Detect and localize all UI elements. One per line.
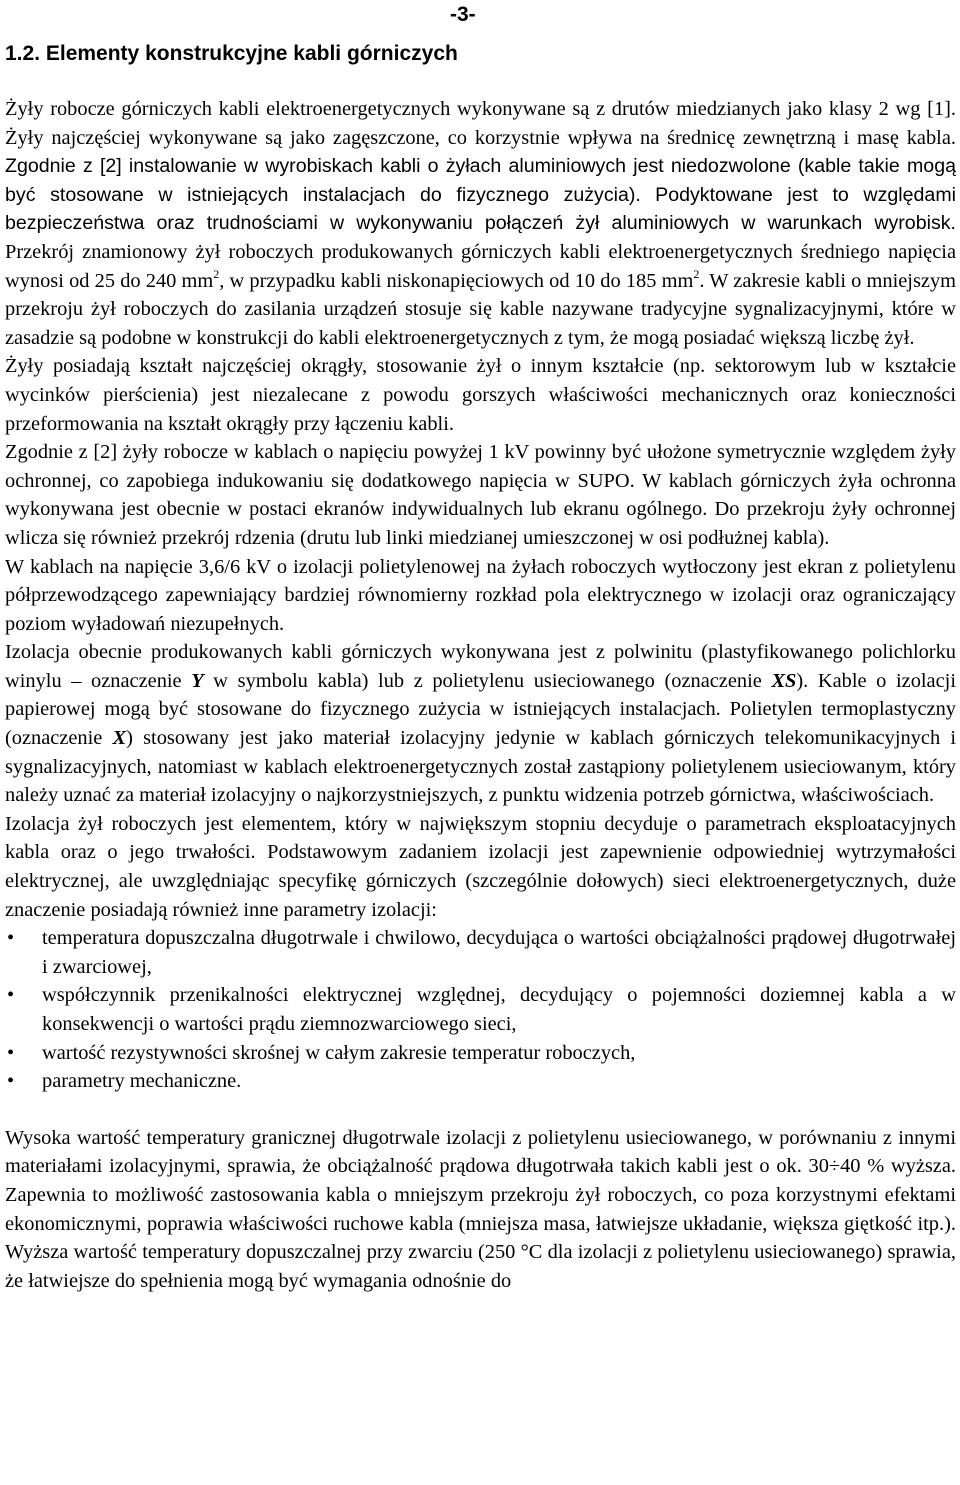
list-item-text: współczynnik przenikalności elektrycznej względnej, decydujący o pojemności doziemnej kabla a w konsekwencji o wartości prądu ziemnozwarciowego sieci,	[42, 984, 956, 1035]
paragraph-conductors	[5, 95, 956, 352]
superscript-2: 2	[693, 266, 700, 281]
list-item	[5, 924, 956, 981]
p1-sentence-5: W zakresie kabli o mniejszym przekroju żył roboczych do zasilania urządzeń stosuje się kable nazywane tradycyjne sygnalizacyjnymi, które w zasadzie są podobne w konstrukcji do kabli elektroenergetycznych z tym, że mogą posiadać większą liczbę żył.	[5, 269, 957, 349]
paragraph-shape: Żyły posiadają kształt najczęściej okrągły, stosowanie żył o innym kształcie (np. sektorowym lub w kształcie wycinków pierścienia) jest niezalecane z powodu gorszych właściwości mechanicznych oraz konieczności przeformowania na kształt okrągły przy łączeniu kabli.	[5, 355, 956, 435]
p1-sentence-4a: Przekrój znamionowy żył roboczych produkowanych górniczych kabli elektroenergetycznych średniego napięcia wynosi od 25 do 240 mm	[5, 240, 956, 292]
parameters-list	[5, 924, 956, 1096]
bullet-icon: •	[7, 927, 15, 950]
p5-text-d: ) stosowany jest jako materiał izolacyjny jedynie w kablach górniczych telekomunikacyjnych i sygnalizacyjnych, natomiast w kablach elektroenergetycznych został zastąpiony polietylenem usieciowanym, który należy uznać za materiał izolacyjny o najkorzystniejszych, z punktu widzenia potrzeb górnictwa, właściwościach.	[5, 727, 956, 807]
list-item-text: wartość rezystywności skrośnej w całym zakresie temperatur roboczych,	[42, 1041, 636, 1064]
page-number: -3-	[450, 3, 476, 26]
paragraph-screen: W kablach na napięcie 3,6/6 kV o izolacji polietylenowej na żyłach roboczych wytłoczony jest ekran z polietylenu półprzewodzącego zapewniający bardziej równomierny rozkład pola elektrycznego w izolacji oraz ograniczający poziom wyładowań niezupełnych.	[5, 555, 956, 635]
superscript-2: 2	[213, 266, 220, 281]
paragraph-insulation-parameters: Izolacja żył roboczych jest elementem, który w największym stopniu decyduje o parametrach eksploatacyjnych kabla oraz o jego trwałości. Podstawowym zadaniem izolacji jest zapewnienie odpowiedniej wytrzymałości elektrycznej, ale uwzględniając specyfikę górniczych (szczególnie dołowych) sieci elektroenergetycznych, duże znaczenie posiadają również inne parametry izolacji:	[5, 812, 956, 921]
list-item	[5, 1039, 956, 1068]
section-heading: 1.2. Elementy konstrukcyjne kabli górniczych	[5, 42, 458, 65]
bullet-icon: •	[7, 1070, 15, 1093]
paragraph-protective-core: Zgodnie z [2] żyły robocze w kablach o napięciu powyżej 1 kV powinny być ułożone symetrycznie względem żyły ochronnej, co zapobiega indukowaniu się dodatkowego napięcia w SUPO. W kablach górniczych żyła ochronna wykonywana jest obecnie w postaci ekranów indywidualnych lub ekranu ogólnego. Do przekroju żyły ochronnej wlicza się również przekrój rdzenia (drutu lub linki miedzianej umieszczonej w osi podłużnej kabla).	[5, 441, 956, 549]
spacer	[5, 1096, 956, 1124]
p1-sentence-3: Podyktowane jest to względami bezpieczeństwa oraz trudnościami w wykonywaniu połączeń żył aluminiowych w warunkach wyrobisk.	[5, 183, 956, 235]
paragraph-temperature: Wysoka wartość temperatury granicznej długotrwale izolacji z polietylenu usieciowanego, w porównaniu z innymi materiałami izolacyjnymi, sprawia, że obciążalność prądowa długotrwała takich kabli jest o ok. 30÷40 % wyższa. Zapewnia to możliwość zastosowania kabla o mniejszym przekroju żył roboczych, co poza korzystnymi efektami ekonomicznymi, poprawia właściwości ruchowe kabla (mniejsza masa, łatwiejsze układanie, większa giętkość itp.). Wyższa wartość temperatury dopuszczalnej przy zwarciu (250 °C dla izolacji z polietylenu usieciowanego) sprawia, że łatwiejsze do spełnienia mogą być wymagania odnośnie do	[5, 1126, 956, 1292]
p1-sentence-4b: , w przypadku kabli niskonapięciowych od 10 do 185 mm	[219, 269, 694, 292]
p5-text-c: ). Kable o izolacji papierowej mogą być stosowane do fizycznego zużycia w istniejących instalacjach. Polietylen termoplastyczny (oznaczenie	[5, 669, 956, 750]
bullet-icon: •	[7, 984, 15, 1007]
symbol-xs: XS	[771, 669, 797, 692]
p1-sentence-1: Żyły robocze górniczych kabli elektroenergetycznych wykonywane są z drutów miedzianych jako klasy 2 wg [1]. Żyły najczęściej wykonywane są jako zagęszczone, co korzystnie wpływa na średnicę zewnętrzną i masę kabla.	[5, 98, 956, 149]
list-item	[5, 1067, 956, 1096]
symbol-y: Y	[191, 669, 204, 692]
list-item-text: parametry mechaniczne.	[42, 1070, 242, 1093]
p5-text-b: w symbolu kabla) lub z polietylenu usieciowanego (oznaczenie	[203, 669, 772, 692]
bullet-icon: •	[7, 1041, 15, 1064]
paragraph-insulation-materials	[5, 638, 956, 810]
symbol-x: X	[112, 727, 127, 750]
p1-sentence-4c: .	[699, 269, 705, 292]
list-item	[5, 981, 956, 1038]
p1-sentence-2: Zgodnie z [2] instalowanie w wyrobiskach kabli o żyłach aluminiowych jest niedozwolone (kable takie mogą być stosowane w istniejących instalacjach do fizycznego zużycia).	[5, 155, 956, 206]
list-item-text: temperatura dopuszczalna długotrwale i chwilowo, decydująca o wartości obciążalności prądowej długotrwałej i zwarciowej,	[42, 927, 956, 978]
document-body	[5, 95, 956, 1295]
p5-text-a: Izolacja obecnie produkowanych kabli górniczych wykonywana jest z polwinitu (plastyfikowanego polichlorku winylu – oznaczenie	[5, 641, 956, 692]
